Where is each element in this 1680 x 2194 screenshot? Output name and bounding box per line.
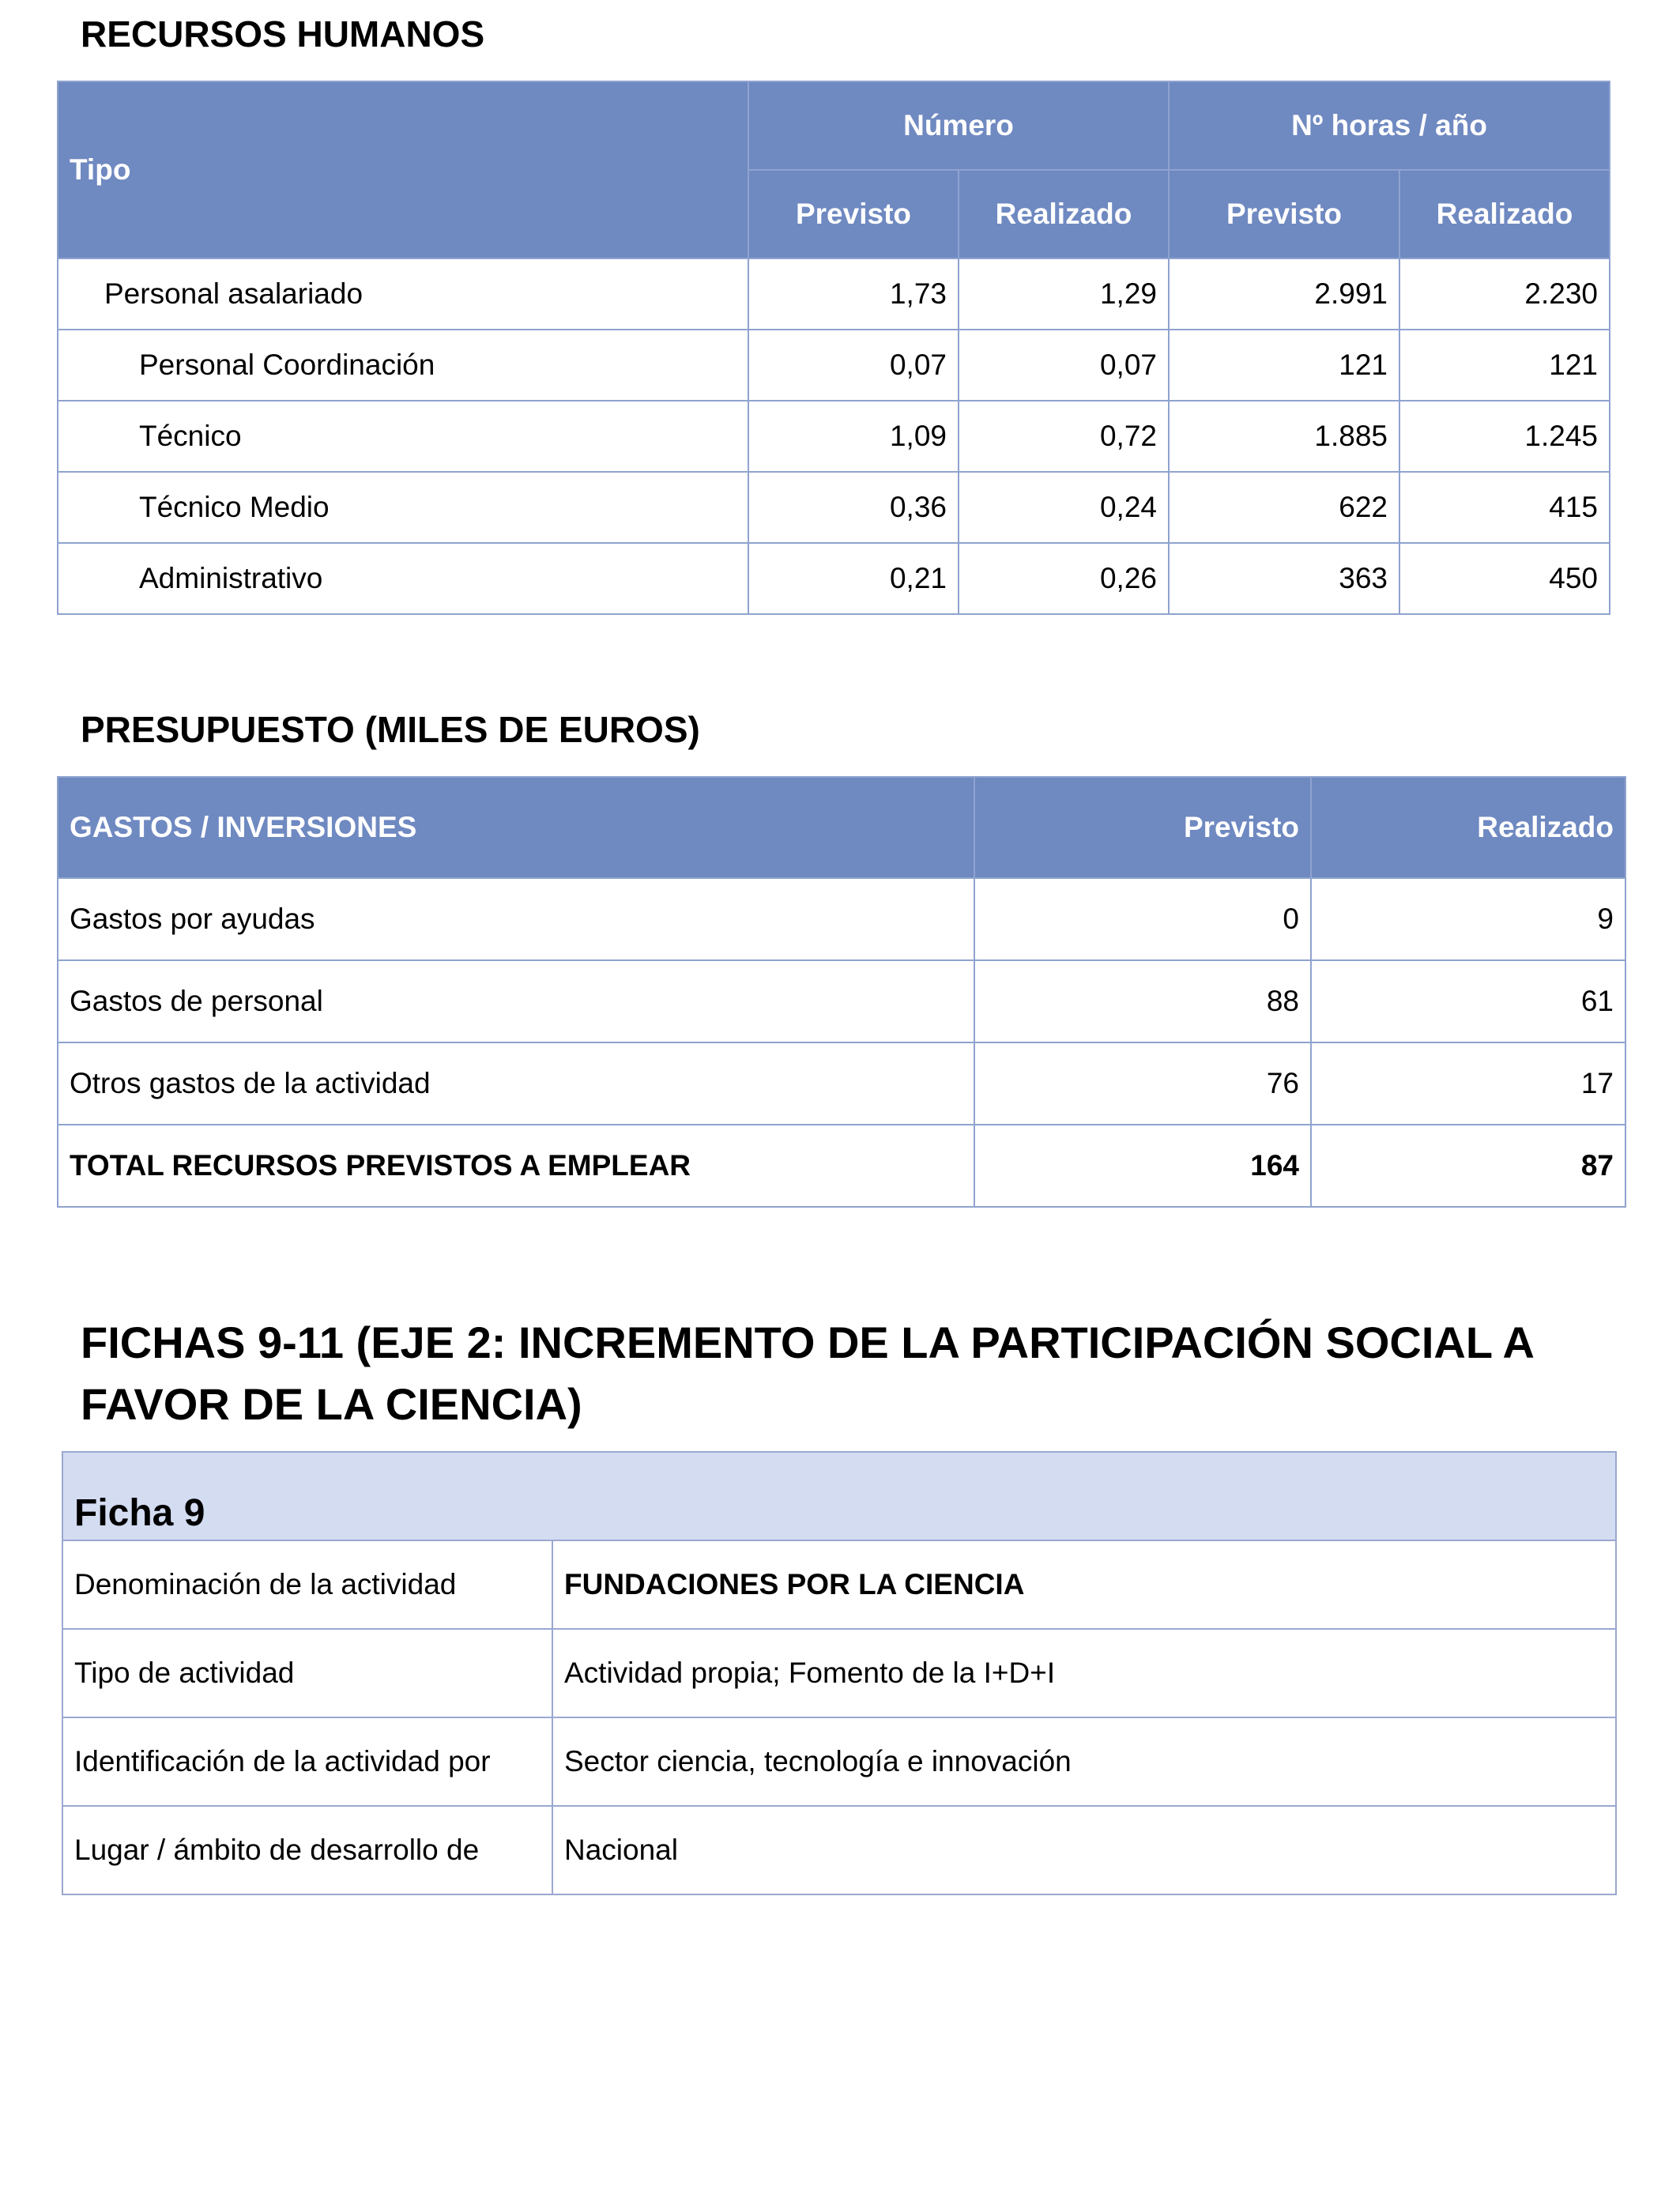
table-row — [62, 1717, 1616, 1806]
pp-cell-concepto: Gastos por ayudas — [58, 878, 974, 960]
rh-cell-num-previsto: 1,73 — [748, 258, 959, 330]
rh-cell-tipo: Personal Coordinación — [58, 330, 748, 401]
rh-header-tipo: Tipo — [58, 81, 748, 258]
rh-cell-num-realizado: 0,26 — [959, 543, 1169, 614]
rh-cell-num-realizado: 0,07 — [959, 330, 1169, 401]
table-row — [58, 472, 1610, 543]
pp-cell-previsto: 0 — [974, 878, 1311, 960]
rh-cell-num-realizado: 1,29 — [959, 258, 1169, 330]
table-row — [58, 401, 1610, 472]
rh-header-numero: Número — [748, 81, 1169, 170]
ficha-label: Identificación de la actividad por — [62, 1717, 552, 1806]
pp-cell-previsto: 88 — [974, 960, 1311, 1042]
rh-cell-tipo: Técnico Medio — [58, 472, 748, 543]
rh-cell-num-realizado: 0,72 — [959, 401, 1169, 472]
table-row — [58, 878, 1625, 960]
table-row — [62, 1806, 1616, 1894]
pp-cell-realizado: 9 — [1311, 878, 1625, 960]
pp-header-concepto: GASTOS / INVERSIONES — [58, 777, 974, 878]
rh-header-num-previsto: Previsto — [748, 170, 959, 258]
ficha-value: Sector ciencia, tecnología e innovación — [552, 1717, 1616, 1806]
table-row — [62, 1629, 1616, 1717]
rh-cell-hor-previsto: 121 — [1169, 330, 1399, 401]
table-row — [58, 1042, 1625, 1125]
table-row-total — [58, 1125, 1625, 1207]
rh-header-num-realizado: Realizado — [959, 170, 1169, 258]
table-row — [62, 1540, 1616, 1629]
pp-cell-realizado: 61 — [1311, 960, 1625, 1042]
rh-cell-num-previsto: 0,36 — [748, 472, 959, 543]
ficha-title: Ficha 9 — [62, 1452, 1616, 1540]
rh-cell-num-previsto: 0,07 — [748, 330, 959, 401]
rh-title: RECURSOS HUMANOS — [81, 13, 485, 55]
pp-header-previsto: Previsto — [974, 777, 1311, 878]
table-row — [58, 543, 1610, 614]
table-row — [58, 330, 1610, 401]
rh-header-hor-previsto: Previsto — [1169, 170, 1399, 258]
ficha-label: Lugar / ámbito de desarrollo de — [62, 1806, 552, 1894]
ficha-table — [62, 1451, 1617, 1895]
rh-cell-num-previsto: 1,09 — [748, 401, 959, 472]
rh-cell-tipo: Personal asalariado — [58, 258, 748, 330]
rh-header-hor-realizado: Realizado — [1399, 170, 1610, 258]
rh-cell-hor-previsto: 2.991 — [1169, 258, 1399, 330]
pp-cell-concepto-total: TOTAL RECURSOS PREVISTOS A EMPLEAR — [58, 1125, 974, 1207]
rh-cell-hor-previsto: 1.885 — [1169, 401, 1399, 472]
rh-header-horas: Nº horas / año — [1169, 81, 1610, 170]
rh-cell-hor-realizado: 450 — [1399, 543, 1610, 614]
ficha-label: Denominación de la actividad — [62, 1540, 552, 1629]
rh-cell-hor-previsto: 363 — [1169, 543, 1399, 614]
table-row — [58, 960, 1625, 1042]
rh-cell-hor-realizado: 121 — [1399, 330, 1610, 401]
rh-table — [57, 81, 1610, 615]
pp-cell-concepto: Gastos de personal — [58, 960, 974, 1042]
rh-cell-num-realizado: 0,24 — [959, 472, 1169, 543]
rh-cell-num-previsto: 0,21 — [748, 543, 959, 614]
rh-cell-hor-previsto: 622 — [1169, 472, 1399, 543]
pp-cell-concepto: Otros gastos de la actividad — [58, 1042, 974, 1125]
pp-cell-realizado: 17 — [1311, 1042, 1625, 1125]
pp-cell-previsto: 76 — [974, 1042, 1311, 1125]
table-row — [58, 258, 1610, 330]
pp-cell-previsto-total: 164 — [974, 1125, 1311, 1207]
rh-cell-tipo: Administrativo — [58, 543, 748, 614]
ficha-value: Nacional — [552, 1806, 1616, 1894]
ficha-value: Actividad propia; Fomento de la I+D+I — [552, 1629, 1616, 1717]
rh-cell-hor-realizado: 415 — [1399, 472, 1610, 543]
pp-header-realizado: Realizado — [1311, 777, 1625, 878]
presupuesto-title: PRESUPUESTO (MILES DE EUROS) — [81, 709, 700, 750]
rh-cell-tipo: Técnico — [58, 401, 748, 472]
ficha-label: Tipo de actividad — [62, 1629, 552, 1717]
presupuesto-table — [57, 776, 1626, 1208]
ficha-value: FUNDACIONES POR LA CIENCIA — [552, 1540, 1616, 1629]
fichas-title: FICHAS 9-11 (EJE 2: INCREMENTO DE LA PARTICIPACIÓN SOCIAL A FAVOR DE LA CIENCIA) — [81, 1318, 1533, 1429]
rh-cell-hor-realizado: 1.245 — [1399, 401, 1610, 472]
rh-cell-hor-realizado: 2.230 — [1399, 258, 1610, 330]
pp-cell-realizado-total: 87 — [1311, 1125, 1625, 1207]
